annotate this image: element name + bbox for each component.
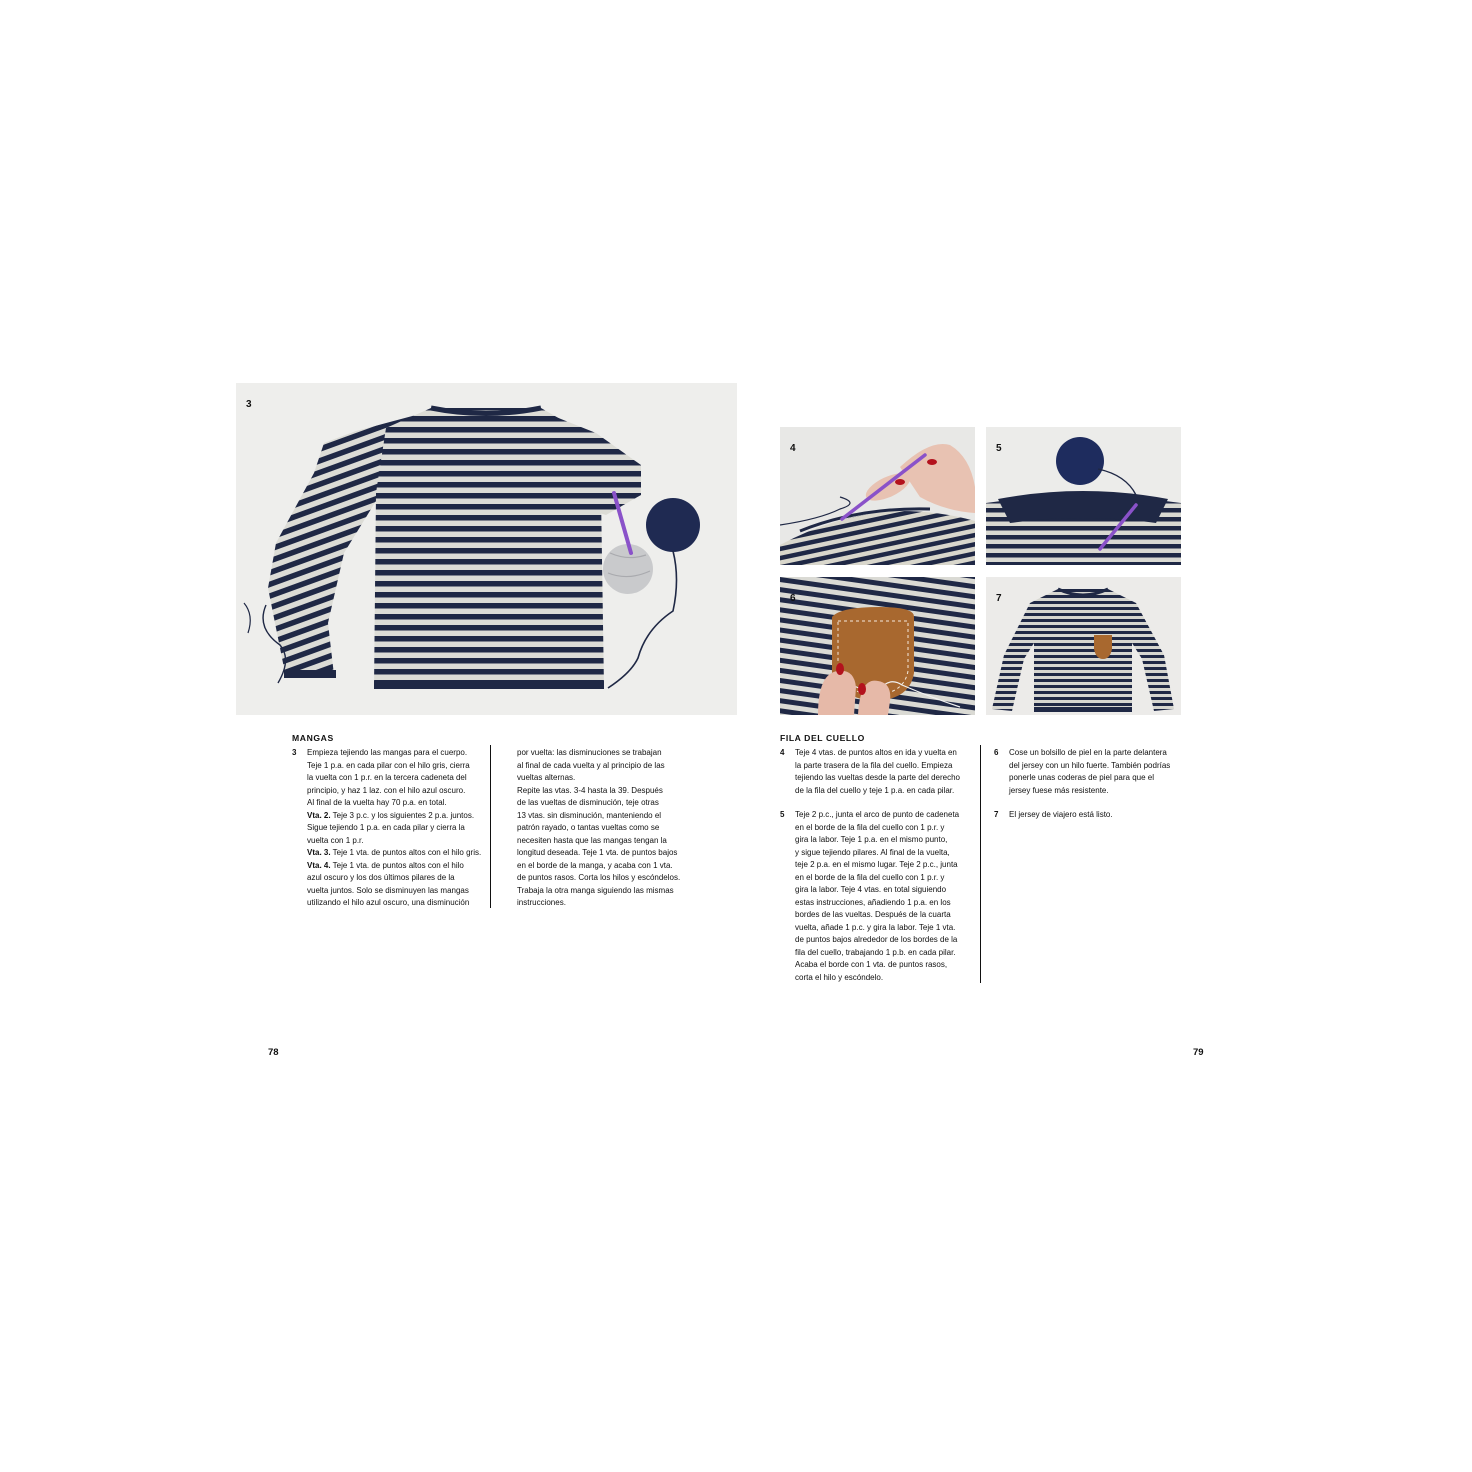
text-line: vuelta, añade 1 p.c. y gira la labor. Teje 1 vta.	[795, 922, 956, 932]
text-line: Al final de la vuelta hay 70 p.a. en total.	[307, 798, 447, 807]
column-divider	[980, 745, 981, 983]
text-line: utilizando el hilo azul oscuro, una disminución	[307, 898, 470, 907]
text-line: la parte trasera de la fila del cuello. Empieza	[795, 760, 953, 770]
text-line: Empieza tejiendo las mangas para el cuerpo.	[307, 748, 468, 757]
photo-number: 4	[790, 443, 796, 454]
photo-number: 7	[996, 593, 1002, 604]
text-line: Sigue tejiendo 1 p.a. en cada pilar y cierra la	[307, 823, 465, 832]
step-7	[994, 809, 1189, 822]
text-line: Acaba el borde con 1 vta. de puntos rasos,	[795, 960, 948, 969]
sweater-flatlay-illustration	[236, 383, 737, 715]
section-heading-mangas: MANGAS	[292, 733, 334, 743]
step-5	[780, 809, 975, 984]
crochet-neckline-illustration	[780, 427, 975, 565]
step-3	[292, 747, 487, 910]
photo-sweater-flatlay	[236, 383, 737, 715]
text-line: patrón rayado, o tantas vueltas como se	[517, 823, 660, 832]
step-number: 5	[780, 810, 785, 819]
text-line: El jersey de viajero está listo.	[1009, 810, 1113, 819]
sewing-pocket-illustration	[780, 577, 975, 715]
text-line: longitud deseada. Teje 1 vta. de puntos bajos	[517, 848, 678, 857]
text-line: necesiten hasta que las mangas tengan la	[517, 835, 667, 845]
text-line: vuelta juntos. Solo se disminuyen las mangas	[307, 885, 469, 895]
text-line: y sigue tejiendo pilares. Al final de la vuelta,	[795, 847, 950, 857]
text-line: teje 2 p.a. en el mismo lugar. Teje 2 p.c., junta	[795, 860, 958, 869]
row-text: Teje 1 vta. de puntos altos con el hilo	[330, 860, 464, 870]
text-line: gira la labor. Teje 4 vtas. en total siguiendo	[795, 885, 947, 894]
photo-neckline-with-yarn	[986, 427, 1181, 565]
page-number-left: 78	[268, 1047, 279, 1058]
text-line: Teje 2 p.c., junta el arco de punto de cadeneta	[795, 810, 960, 819]
text-line	[307, 847, 487, 860]
text-line: Repite las vtas. 3-4 hasta la 39. Después	[517, 785, 663, 795]
instructions-column-4	[994, 747, 1189, 822]
column-divider	[490, 745, 491, 908]
text-line: jersey fuese más resistente.	[1009, 785, 1109, 795]
text-line: instrucciones.	[517, 898, 566, 907]
text-line: vueltas alternas.	[517, 773, 576, 782]
text-line	[307, 810, 487, 823]
photo-finished-sweater	[986, 577, 1181, 715]
text-line: Teje 4 vtas. de puntos altos en ida y vuelta en	[795, 748, 957, 757]
text-line: de la fila del cuello y teje 1 p.a. en cada pilar.	[795, 785, 955, 795]
photo-number: 6	[790, 593, 796, 604]
text-line: por vuelta: las disminuciones se trabajan	[517, 748, 662, 757]
text-line: de puntos rasos. Corta los hilos y escóndelos.	[517, 873, 681, 882]
step-number: 6	[994, 748, 999, 757]
text-line: Trabaja la otra manga siguiendo las mismas	[517, 885, 674, 895]
step-number: 3	[292, 748, 297, 757]
text-line: en el borde de la manga, y acaba con 1 vta.	[517, 860, 673, 870]
instructions-column-1	[292, 747, 487, 910]
photo-number: 3	[246, 399, 252, 410]
row-text: Teje 1 vta. de puntos altos con el hilo gris.	[330, 848, 482, 857]
row-label: Vta. 2.	[307, 810, 331, 820]
text-line: al final de cada vuelta y al principio de las	[517, 760, 665, 770]
row-label: Vta. 3.	[307, 848, 331, 857]
page-number-right: 79	[1193, 1047, 1204, 1058]
finished-sweater-illustration	[986, 577, 1181, 715]
text-line: 13 vtas. sin disminución, manteniendo el	[517, 810, 662, 820]
text-line: Teje 1 p.a. en cada pilar con el hilo gris, cierra	[307, 760, 470, 770]
neckline-with-yarn-illustration	[986, 427, 1181, 565]
text-line: vuelta con 1 p.r.	[307, 835, 364, 845]
section-heading-fila-del-cuello: FILA DEL CUELLO	[780, 733, 865, 743]
row-label: Vta. 4.	[307, 860, 331, 870]
text-line: en el borde de la fila del cuello con 1 p.r. y	[795, 872, 945, 882]
text-line: Cose un bolsillo de piel en la parte delantera	[1009, 748, 1167, 757]
instructions-column-2	[517, 747, 717, 910]
text-line: del jersey con un hilo fuerte. También podrías	[1009, 760, 1171, 770]
text-line: de las vueltas de disminución, teje otras	[517, 798, 659, 807]
text-line: fila del cuello, trabajando 1 p.b. en cada pilar.	[795, 947, 956, 957]
row-text: Teje 3 p.c. y los siguientes 2 p.a. juntos.	[330, 810, 475, 820]
text-line: en el borde de la fila del cuello con 1 p.r. y	[795, 822, 945, 832]
text-line: la vuelta con 1 p.r. en la tercera cadeneta del	[307, 773, 467, 782]
step-number: 4	[780, 748, 785, 757]
text-line: de puntos bajos alrededor de los bordes de la	[795, 935, 958, 944]
text-line: estas instrucciones, añadiendo 1 p.a. en los	[795, 897, 951, 907]
photo-sewing-pocket	[780, 577, 975, 715]
step-number: 7	[994, 810, 999, 819]
text-line: principio, y haz 1 laz. con el hilo azul oscuro.	[307, 785, 466, 795]
step-6	[994, 747, 1189, 797]
text-line: corta el hilo y escóndelo.	[795, 972, 884, 982]
step-4	[780, 747, 975, 797]
text-line: azul oscuro y los dos últimos pilares de la	[307, 873, 455, 882]
text-line: ponerle unas coderas de piel para que el	[1009, 773, 1154, 782]
text-line: bordes de las vueltas. Después de la cuarta	[795, 910, 951, 919]
photo-number: 5	[996, 443, 1002, 454]
instructions-column-3	[780, 747, 975, 984]
text-line	[307, 860, 487, 873]
text-line: tejiendo las vueltas desde la parte del derecho	[795, 773, 960, 782]
text-line: gira la labor. Teje 1 p.a. en el mismo punto,	[795, 835, 948, 844]
photo-crochet-neckline	[780, 427, 975, 565]
